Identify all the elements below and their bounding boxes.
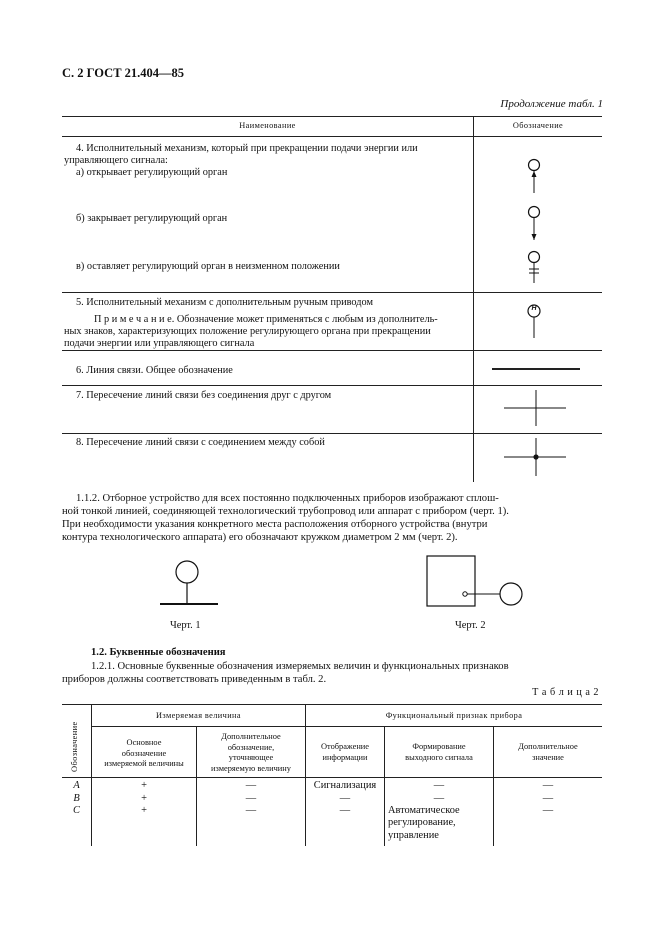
header-line: обозначение (121, 748, 167, 758)
manual-drive-letter: H (531, 305, 537, 312)
header-line: информации (322, 752, 368, 762)
row-letter: B (73, 793, 80, 804)
cell-output: — (433, 793, 445, 804)
header-line: измеряемой величины (104, 759, 184, 768)
column-header-output (385, 742, 493, 763)
column-header-symbol: Обозначение (70, 721, 79, 772)
row-letter: C (73, 805, 80, 816)
figure-2-drawing (425, 554, 529, 610)
cell-extra: — (542, 805, 554, 816)
note-text: Обозначение может применяться с любым из дополнитель- (176, 314, 438, 325)
column-header-extra (494, 742, 602, 763)
section-text-line1: 1.2.1. Основные буквенные обозначения измеряемых величин и функциональных признаков (91, 661, 509, 672)
cell-line: управление (388, 829, 439, 841)
row-6-text: 6. Линия связи. Общее обозначение (76, 365, 233, 376)
header-line: Дополнительное (221, 732, 281, 741)
column-divider (91, 704, 92, 846)
cell-output (388, 805, 460, 842)
header-line: уточняющее (228, 753, 274, 762)
row-4-intro-line1: 4. Исполнительный механизм, который при прекращении подачи энергии или (76, 143, 418, 154)
paragraph-line: контура технологического аппарата) его обозначают кружком диаметром 2 мм (черт. 2). (62, 532, 458, 543)
row-divider (62, 385, 602, 386)
column-divider (305, 704, 306, 846)
row-7-text: 7. Пересечение линий связи без соединения друг с другом (76, 390, 332, 401)
cell-basic: + (141, 805, 147, 816)
table-header-border (62, 777, 602, 778)
figure-1-drawing (158, 556, 222, 608)
actuator-opens-symbol (520, 156, 550, 196)
group-header-measured: Измеряемая величина (156, 711, 241, 720)
figure-1-caption: Черт. 1 (170, 620, 201, 631)
actuator-holds-symbol (520, 248, 550, 288)
header-line: обозначение, (227, 742, 275, 752)
column-header-symbol: Обозначение (512, 121, 564, 130)
group-header-function: Функциональный признак прибора (385, 711, 523, 720)
actuator-closes-symbol (520, 203, 550, 243)
section-title: 1.2. Буквенные обозначения (91, 647, 226, 658)
row-5-note-line3: подачи энергии или управляющего сигнала (64, 338, 255, 349)
cell-additional: — (245, 780, 257, 791)
table-continuation: Продолжение табл. 1 (500, 98, 603, 110)
cell-line: Автоматическое (388, 805, 460, 816)
cell-basic: + (141, 780, 147, 791)
group-header-border (91, 726, 602, 727)
row-5-text: 5. Исполнительный механизм с дополнительным ручным приводом (76, 297, 373, 308)
header-line: Дополнительное (518, 742, 578, 751)
table-header-border (62, 136, 602, 137)
row-4c-text: в) оставляет регулирующий орган в неизменном положении (76, 261, 340, 272)
cell-display: — (339, 805, 351, 816)
header-line: Основное (126, 738, 162, 747)
table-column-divider (473, 116, 474, 482)
connection-line-symbol (492, 368, 580, 370)
column-header-name: Наименование (239, 121, 296, 130)
header-line: выходного сигнала (405, 752, 473, 762)
row-divider (62, 292, 602, 293)
section-text-line2: приборов должны соответствовать приведенным в табл. 2. (62, 674, 327, 685)
cell-display: — (339, 793, 351, 804)
row-divider (62, 433, 602, 434)
header-line: Формирование (412, 742, 466, 751)
cell-extra: — (542, 793, 554, 804)
cell-display: Сигнализация (313, 780, 377, 791)
figure-2-caption: Черт. 2 (455, 620, 486, 631)
table-top-border (62, 704, 602, 705)
row-8-text: 8. Пересечение линий связи с соединением между собой (76, 437, 325, 448)
column-header-additional (197, 732, 305, 774)
table-top-border (62, 116, 602, 117)
column-header-basic (92, 738, 196, 770)
cell-additional: — (245, 805, 257, 816)
cell-basic: + (141, 793, 147, 804)
note-label: П р и м е ч а н и е. (94, 314, 175, 325)
paragraph-line: ной тонкой линией, соединяющей технологический трубопровод или аппарат с прибором (черт. 1). (62, 506, 509, 517)
page-header: С. 2 ГОСТ 21.404—85 (62, 66, 185, 80)
cell-line: регулирование, (388, 817, 456, 829)
table-2-caption: Т а б л и ц а 2 (532, 687, 599, 698)
lines-crossing-symbol (500, 388, 570, 428)
row-5-note-line2: ных знаков, характеризующих положение регулирующего органа при прекращении (64, 326, 431, 337)
row-4-intro-line2: управляющего сигнала: (64, 155, 168, 166)
column-header-display (306, 742, 384, 763)
header-line: измеряемую величину (211, 763, 291, 773)
row-4b-text: б) закрывает регулирующий орган (76, 213, 228, 224)
row-divider (62, 350, 602, 351)
paragraph-line: При необходимости указания конкретного места расположения отборного устройства (внутри (62, 519, 488, 530)
row-4a-text: а) открывает регулирующий орган (76, 167, 228, 178)
cell-additional: — (245, 793, 257, 804)
header-line: значение (532, 752, 564, 762)
cell-output: — (433, 780, 445, 791)
lines-junction-symbol (500, 436, 570, 478)
cell-extra: — (542, 780, 554, 791)
header-line: Отображение (320, 742, 370, 751)
row-letter: A (73, 780, 80, 791)
paragraph-line: 1.1.2. Отборное устройство для всех постоянно подключенных приборов изображают сплош- (76, 493, 499, 504)
